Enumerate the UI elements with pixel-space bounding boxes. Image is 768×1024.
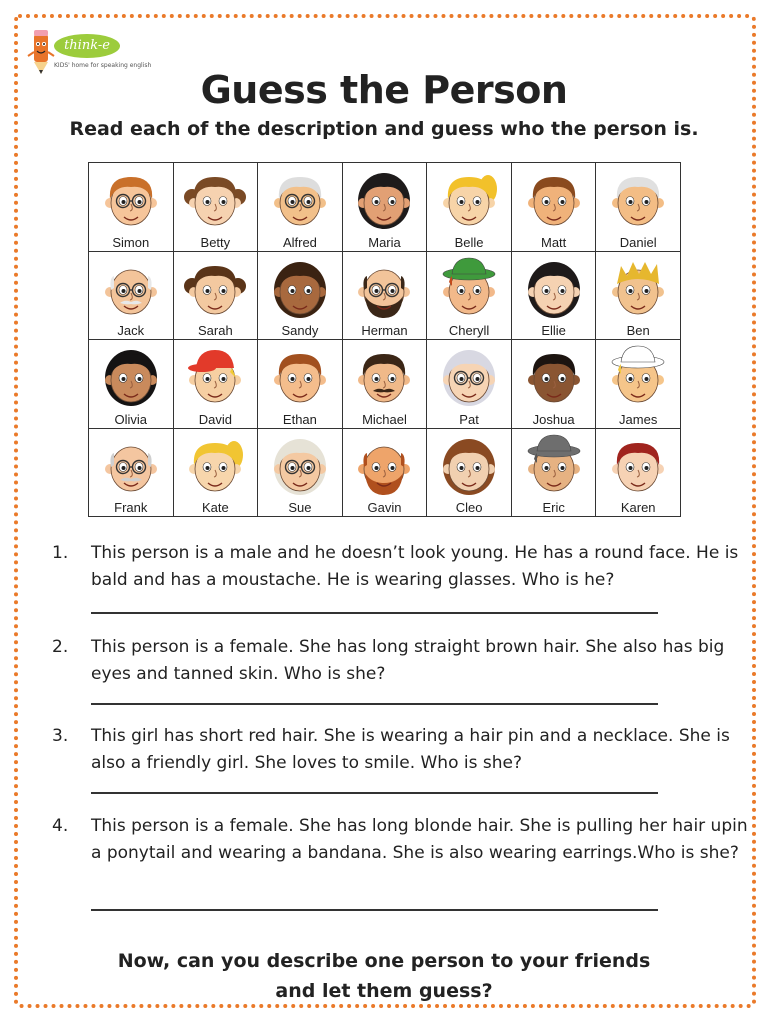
cartoon-face-icon <box>607 344 669 410</box>
question-number: 2. <box>52 637 69 657</box>
cartoon-face-icon <box>353 256 415 322</box>
person-name: Simon <box>112 234 150 250</box>
person-name: Jack <box>117 323 145 338</box>
person-card <box>174 252 259 341</box>
cartoon-face-icon <box>269 256 331 322</box>
person-card <box>343 340 428 429</box>
person-name: Ben <box>626 323 650 338</box>
person-card <box>596 163 681 252</box>
cartoon-face-icon <box>523 344 585 410</box>
person-card <box>89 340 174 429</box>
closing-line-2: and let them guess? <box>275 980 493 1002</box>
question-number: 4. <box>52 816 69 836</box>
cartoon-face-icon <box>184 167 246 233</box>
person-card <box>258 429 343 518</box>
cartoon-face-icon <box>100 344 162 410</box>
question-number: 1. <box>52 543 69 563</box>
person-card <box>596 252 681 341</box>
cartoon-face-icon <box>269 167 331 233</box>
person-name: Matt <box>540 234 567 250</box>
person-name: Michael <box>362 411 407 427</box>
answer-line[interactable] <box>91 612 658 614</box>
person-card <box>89 163 174 252</box>
person-name: Belle <box>454 234 484 250</box>
person-card <box>427 163 512 252</box>
person-name: Alfred <box>282 234 317 250</box>
cartoon-face-icon <box>100 256 162 322</box>
person-card <box>512 340 597 429</box>
person-name: Kate <box>201 500 229 515</box>
person-name: James <box>619 411 658 427</box>
person-card <box>258 252 343 341</box>
person-card <box>174 163 259 252</box>
cartoon-face-icon <box>184 344 246 410</box>
answer-line[interactable] <box>91 792 658 794</box>
person-name: Sue <box>288 500 312 515</box>
person-card <box>174 429 259 518</box>
person-card <box>512 163 597 252</box>
closing-prompt <box>0 946 768 1006</box>
cartoon-face-icon <box>438 256 500 322</box>
answer-line[interactable] <box>91 703 658 705</box>
cartoon-face-icon <box>607 433 669 499</box>
cartoon-face-icon <box>353 433 415 499</box>
person-name: Ethan <box>282 411 317 427</box>
person-name: Cheryll <box>448 323 490 338</box>
person-card <box>89 252 174 341</box>
question-text: This girl has short red hair. She is wearing a hair pin and a necklace. She is also a friendly girl. She loves to smile. Who is she? <box>91 726 730 773</box>
cartoon-face-icon <box>523 167 585 233</box>
cartoon-face-icon <box>607 167 669 233</box>
person-name: Sarah <box>198 323 233 338</box>
person-card <box>343 163 428 252</box>
person-name: Maria <box>368 234 401 250</box>
question-number: 3. <box>52 726 69 746</box>
person-card <box>427 252 512 341</box>
cartoon-face-icon <box>184 256 246 322</box>
person-name: Sandy <box>281 323 319 338</box>
person-card <box>258 163 343 252</box>
person-name: Karen <box>620 500 656 515</box>
cartoon-face-icon <box>523 256 585 322</box>
cartoon-face-icon <box>100 167 162 233</box>
person-name: Olivia <box>114 411 148 427</box>
page-subtitle: Read each of the description and guess who the person is. <box>69 118 699 140</box>
brand-tagline: KIDS' home for speaking english <box>54 62 152 69</box>
person-name: Eric <box>542 500 565 515</box>
person-card <box>343 252 428 341</box>
cartoon-face-icon <box>269 433 331 499</box>
page-title: Guess the Person <box>200 68 568 112</box>
person-card <box>174 340 259 429</box>
brand-name: think-e <box>54 34 120 58</box>
cartoon-face-icon <box>100 433 162 499</box>
person-card <box>343 429 428 518</box>
cartoon-face-icon <box>269 344 331 410</box>
person-name: Pat <box>459 411 479 427</box>
person-name: Herman <box>361 323 408 338</box>
person-name: Frank <box>114 500 148 515</box>
cartoon-face-icon <box>184 433 246 499</box>
person-name: Gavin <box>367 500 402 515</box>
person-card <box>512 252 597 341</box>
cartoon-face-icon <box>523 433 585 499</box>
people-grid <box>88 162 681 517</box>
person-card <box>512 429 597 518</box>
question-text: This person is a female. She has long blonde hair. She is pulling her hair upin a ponytail and wearing a bandana. She is also wearing earrings.Who is she? <box>91 816 748 863</box>
question-text: This person is a female. She has long straight brown hair. She also has big eyes and tanned skin. Who is she? <box>91 637 725 684</box>
person-card <box>596 429 681 518</box>
cartoon-face-icon <box>438 433 500 499</box>
cartoon-face-icon <box>353 344 415 410</box>
cartoon-face-icon <box>353 167 415 233</box>
person-name: Joshua <box>532 411 575 427</box>
person-name: Daniel <box>619 234 657 250</box>
person-name: David <box>198 411 232 427</box>
person-card <box>258 340 343 429</box>
person-card <box>596 340 681 429</box>
person-name: Cleo <box>455 500 483 515</box>
answer-line[interactable] <box>91 909 658 911</box>
cartoon-face-icon <box>438 167 500 233</box>
question-text: This person is a male and he doesn’t look young. He has a round face. He is bald and has a moustache. He is wearing glasses. Who is he? <box>91 543 739 590</box>
person-card <box>427 429 512 518</box>
closing-line-1: Now, can you describe one person to your friends <box>117 950 651 972</box>
cartoon-face-icon <box>607 256 669 322</box>
cartoon-face-icon <box>438 344 500 410</box>
person-name: Ellie <box>541 323 566 338</box>
person-card <box>89 429 174 518</box>
person-name: Betty <box>200 234 231 250</box>
person-card <box>427 340 512 429</box>
